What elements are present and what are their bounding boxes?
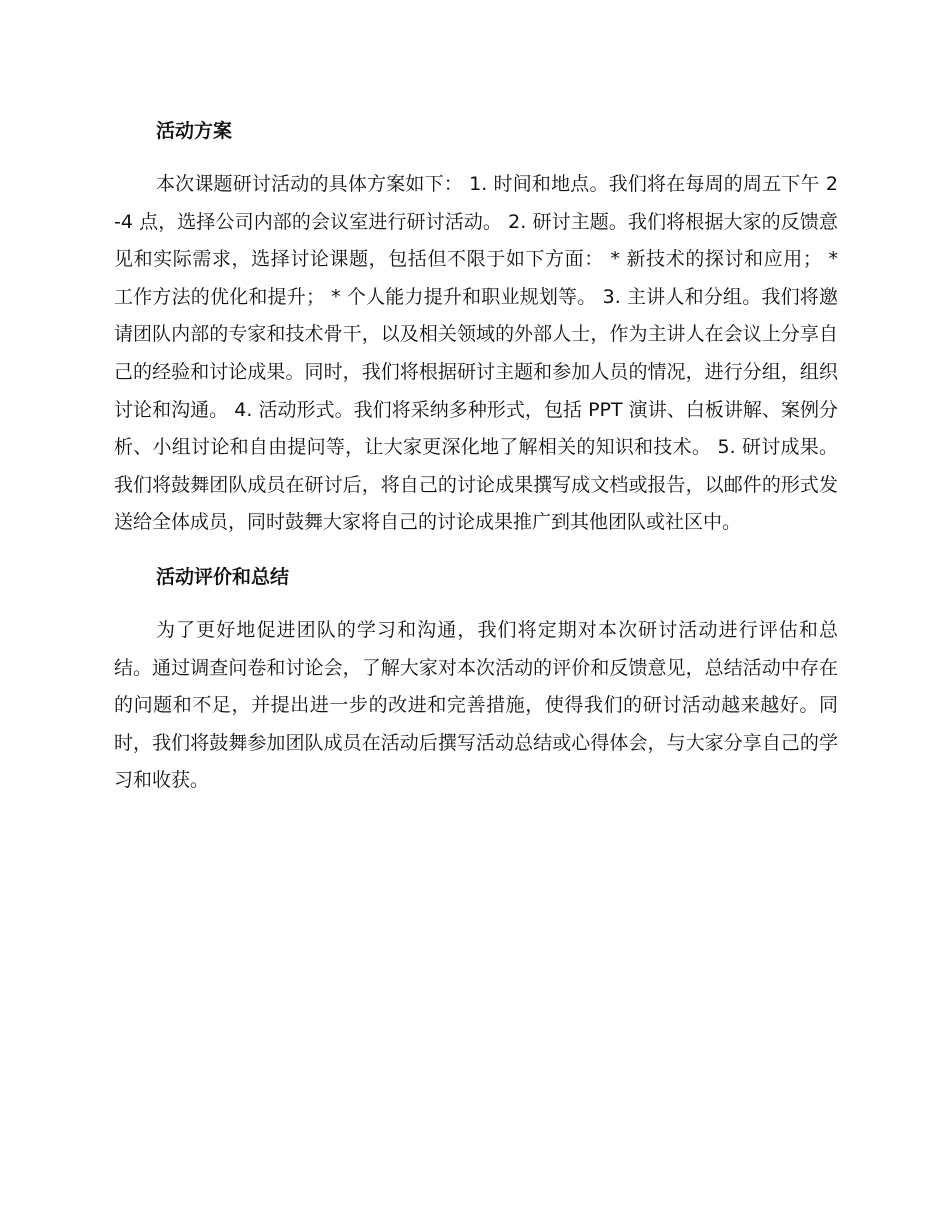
spacer xyxy=(114,596,838,612)
document-content xyxy=(114,112,838,800)
spacer xyxy=(114,150,838,166)
spacer xyxy=(114,542,838,558)
section-heading-evaluation-summary: 活动评价和总结 xyxy=(156,565,290,588)
section-body-activity-plan: 本次课题研讨活动的具体方案如下： 1. 时间和地点。我们将在每周的周五下午 2-4 点，选择公司内部的会议室进行研讨活动。 2. 研讨主题。我们将根据大家的反馈意见和实际需求，选择讨论课题，包括但不限于如下方面： * 新技术的探讨和应用； * 工作方法的优化和提升； * 个人能力提升和职业规划等。 3. 主讲人和分组。我们将邀请团队内部的专家和技术骨干，以及相关领域的外部人士，作为主讲人在会议上分享自己的经验和讨论成果。同时，我们将根据研讨主题和参加人员的情况，进行分组，组织讨论和沟通。 4. 活动形式。我们将采纳多种形式，包括 PPT 演讲、白板讲解、案例分析、小组讨论和自由提问等，让大家更深化地了解相关的知识和技术。 5. 研讨成果。我们将鼓舞团队成员在研讨后，将自己的讨论成果撰写成文档或报告，以邮件的形式发送给全体成员，同时鼓舞大家将自己的讨论成果推广到其他团队或社区中。 xyxy=(114,173,838,534)
section-heading-activity-plan: 活动方案 xyxy=(156,120,233,142)
section-body-evaluation-summary: 为了更好地促进团队的学习和沟通，我们将定期对本次研讨活动进行评估和总结。通过调查问卷和讨论会，了解大家对本次活动的评价和反馈意见，总结活动中存在的问题和不足，并提出进一步的改进和完善措施，使得我们的研讨活动越来越好。同时，我们将鼓舞参加团队成员在活动后撰写活动总结或心得体会，与大家分享自己的学习和收获。 xyxy=(114,618,838,792)
